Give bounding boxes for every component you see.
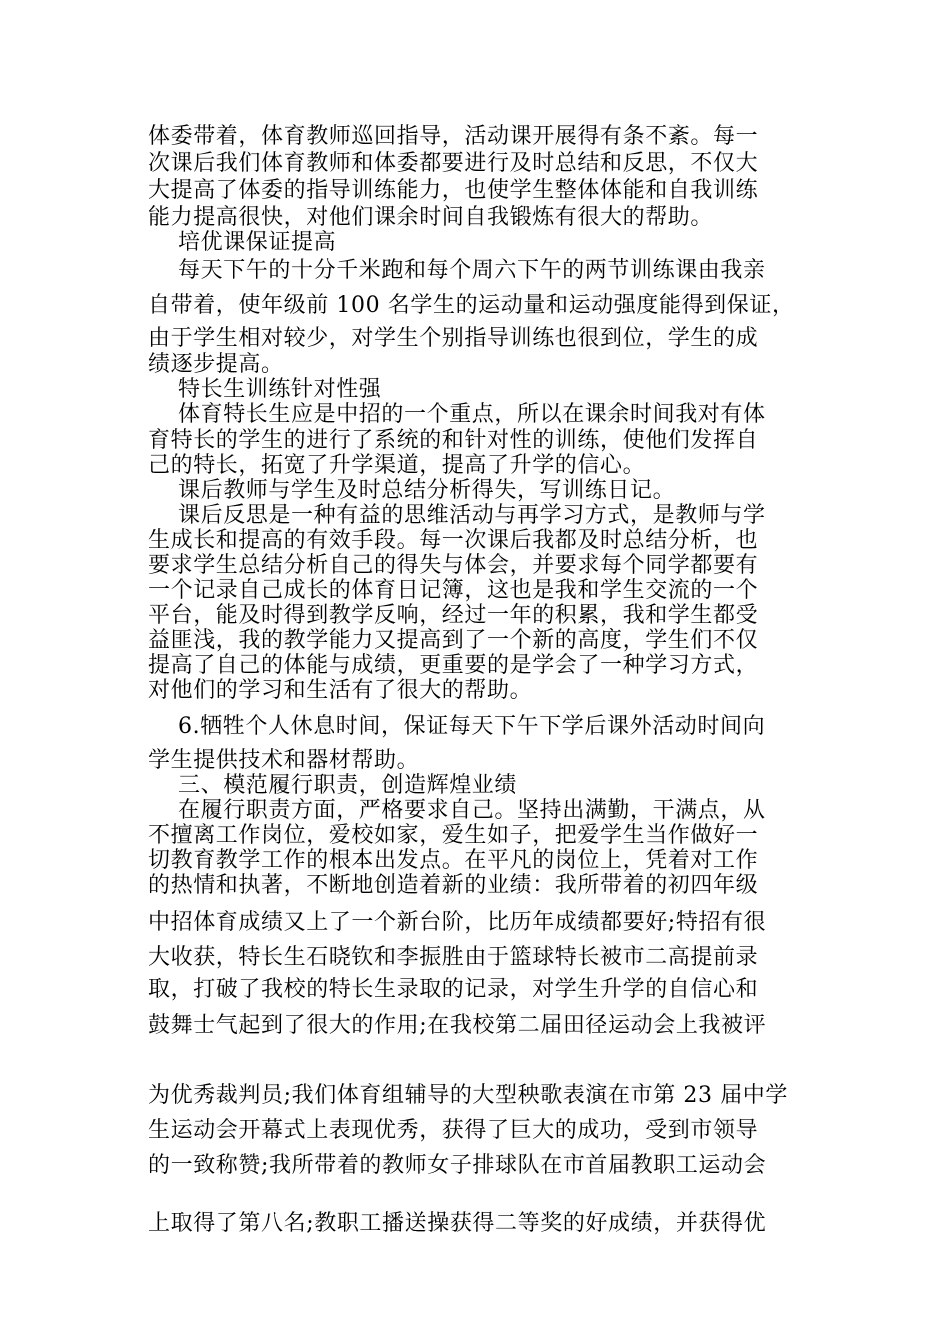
text-line: 在履行职责方面，严格要求自己。坚持出满勤，干满点，从 [178, 798, 766, 823]
text-line: 自带着，使年级前 100 名学生的运动量和运动强度能得到保证， [148, 293, 795, 318]
section-heading: 特长生训练针对性强 [178, 377, 382, 402]
text-line: 学生提供技术和器材帮助。 [148, 748, 420, 773]
text-line: 要求学生总结分析自己的得失与体会，并要求每个同学都要有 [148, 553, 759, 578]
text-line: 提高了自己的体能与成绩，更重要的是学会了一种学习方式， [148, 653, 759, 678]
text-line: 由于学生相对较少，对学生个别指导训练也很到位，学生的成 [148, 326, 759, 351]
text-line: 绩逐步提高。 [148, 352, 284, 377]
text-line: 能力提高很快，对他们课余时间自我锻炼有很大的帮助。 [148, 205, 714, 230]
text-line: 己的特长，拓宽了升学渠道，提高了升学的信心。 [148, 453, 646, 478]
text-line: 生运动会开幕式上表现优秀，获得了巨大的成功，受到市领导 [148, 1118, 759, 1143]
section-heading: 三、模范履行职责，创造辉煌业绩 [178, 773, 518, 798]
text-line: 次课后我们体育教师和体委都要进行及时总结和反思，不仅大 [148, 151, 759, 176]
text-line: 的一致称赞;我所带着的教师女子排球队在市首届教职工运动会 [148, 1153, 767, 1178]
text-line: 为优秀裁判员;我们体育组辅导的大型秧歌表演在市第 23 届中学 [148, 1083, 788, 1108]
text-line: 上取得了第八名;教职工播送操获得二等奖的好成绩，并获得优 [148, 1211, 767, 1236]
text-line: 取，打破了我校的特长生录取的记录，对学生升学的自信心和 [148, 977, 759, 1002]
text-line: 平台，能及时得到教学反响，经过一年的积累，我和学生都受 [148, 603, 759, 628]
text-line: 中招体育成绩又上了一个新台阶，比历年成绩都要好;特招有很 [148, 910, 767, 935]
text-line: 的热情和执著，不断地创造着新的业绩：我所带着的初四年级 [148, 873, 759, 898]
text-line: 不擅离工作岗位，爱校如家，爱生如子，把爱学生当作做好一 [148, 823, 759, 848]
text-line: 育特长的学生的进行了系统的和针对性的训练，使他们发挥自 [148, 428, 759, 453]
text-line: 一个记录自己成长的体育日记簿，这也是我和学生交流的一个 [148, 578, 759, 603]
text-line: 每天下午的十分千米跑和每个周六下午的两节训练课由我亲 [178, 258, 766, 283]
section-heading: 课后教师与学生及时总结分析得失，写训练日记。 [178, 478, 676, 503]
text-line: 体育特长生应是中招的一个重点，所以在课余时间我对有体 [178, 402, 766, 427]
text-line: 切教育教学工作的根本出发点。在平凡的岗位上，凭着对工作 [148, 848, 759, 873]
text-line: 生成长和提高的有效手段。每一次课后我都及时总结分析，也 [148, 528, 759, 553]
text-line: 益匪浅，我的教学能力又提高到了一个新的高度，学生们不仅 [148, 628, 759, 653]
text-line: 鼓舞士气起到了很大的作用;在我校第二届田径运动会上我被评 [148, 1013, 767, 1038]
text-line: 6.牺牲个人休息时间，保证每天下午下学后课外活动时间向 [178, 714, 766, 739]
text-line: 对他们的学习和生活有了很大的帮助。 [148, 678, 533, 703]
section-heading: 培优课保证提高 [178, 230, 337, 255]
text-line: 课后反思是一种有益的思维活动与再学习方式，是教师与学 [178, 503, 766, 528]
text-line: 大收获，特长生石晓钦和李振胜由于篮球特长被市二高提前录 [148, 945, 759, 970]
text-line: 大提高了体委的指导训练能力，也使学生整体体能和自我训练 [148, 178, 759, 203]
text-line: 体委带着，体育教师巡回指导，活动课开展得有条不紊。每一 [148, 124, 759, 149]
